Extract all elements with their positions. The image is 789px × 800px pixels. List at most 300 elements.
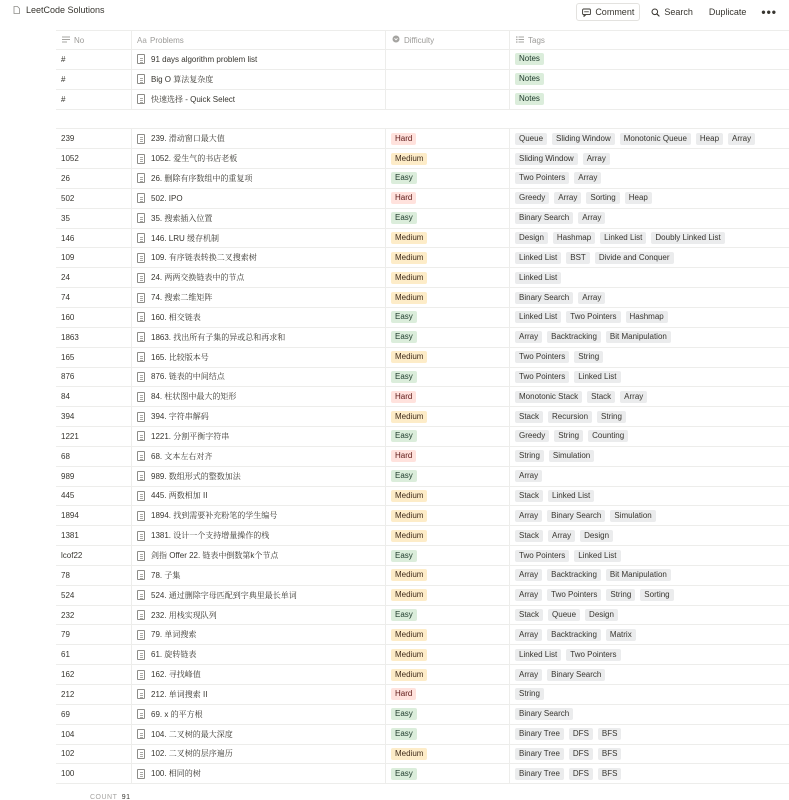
cell-problem[interactable] xyxy=(132,467,386,486)
table-row[interactable] xyxy=(56,506,789,526)
cell-problem[interactable] xyxy=(132,566,386,585)
table-row[interactable] xyxy=(56,487,789,507)
table-row[interactable] xyxy=(56,328,789,348)
tag-badge: Array xyxy=(728,133,755,145)
cell-no[interactable] xyxy=(56,685,132,704)
cell-problem[interactable] xyxy=(132,546,386,565)
table-row[interactable] xyxy=(56,526,789,546)
problem-title[interactable]: 160. 相交链表 xyxy=(151,312,201,322)
cell-no[interactable] xyxy=(56,348,132,367)
cell-tags[interactable] xyxy=(510,665,789,684)
problem-number: # xyxy=(61,74,66,84)
cell-tags[interactable] xyxy=(510,764,789,783)
cell-no[interactable] xyxy=(56,70,132,89)
problem-title[interactable]: 84. 柱状图中最大的矩形 xyxy=(151,392,237,402)
cell-problem[interactable] xyxy=(132,625,386,644)
cell-problem[interactable] xyxy=(132,229,386,248)
cell-tags[interactable] xyxy=(510,427,789,446)
cell-difficulty[interactable] xyxy=(386,308,510,327)
cell-no[interactable] xyxy=(56,487,132,506)
count-value: 91 xyxy=(121,794,131,800)
cell-tags[interactable] xyxy=(510,229,789,248)
cell-difficulty[interactable] xyxy=(386,348,510,367)
table-row[interactable] xyxy=(56,268,789,288)
table-row[interactable] xyxy=(56,368,789,388)
cell-difficulty[interactable] xyxy=(386,487,510,506)
cell-problem[interactable] xyxy=(132,506,386,525)
cell-no[interactable] xyxy=(56,645,132,664)
comment-button[interactable] xyxy=(576,3,640,21)
table-row[interactable] xyxy=(56,606,789,626)
problem-title[interactable]: 69. x 的平方根 xyxy=(151,709,203,719)
problem-number: 989 xyxy=(61,471,75,481)
table-row[interactable] xyxy=(56,90,789,110)
problem-title[interactable]: 24. 两两交换链表中的节点 xyxy=(151,273,245,283)
page-icon xyxy=(137,94,145,104)
problem-number: 165 xyxy=(61,352,75,362)
cell-tags[interactable] xyxy=(510,506,789,525)
tag-badge: Queue xyxy=(515,133,547,145)
problem-number: 109 xyxy=(61,253,75,263)
table-row[interactable] xyxy=(56,348,789,368)
cell-no[interactable] xyxy=(56,90,132,109)
table-row[interactable] xyxy=(56,685,789,705)
tag-badge: Design xyxy=(515,232,548,244)
cell-problem[interactable] xyxy=(132,487,386,506)
problem-title[interactable]: 212. 单词搜索 II xyxy=(151,689,208,699)
table-row[interactable] xyxy=(56,447,789,467)
problem-title[interactable]: 502. IPO xyxy=(151,193,183,203)
tag-badge: Simulation xyxy=(549,450,594,462)
problem-title[interactable]: 102. 二叉树的层序遍历 xyxy=(151,749,233,759)
problem-title[interactable]: 1894. 找到需要补充粉笔的学生编号 xyxy=(151,511,278,521)
select-property-icon xyxy=(391,35,400,45)
cell-no[interactable] xyxy=(56,407,132,426)
cell-difficulty[interactable] xyxy=(386,705,510,724)
tag-badge: Counting xyxy=(588,430,628,442)
tag-badge: Notes xyxy=(515,53,544,65)
table-row[interactable] xyxy=(56,229,789,249)
tag-badge: Array xyxy=(620,391,647,403)
problem-number: 1052 xyxy=(61,154,79,164)
column-header-difficulty[interactable] xyxy=(386,31,510,49)
cell-tags[interactable] xyxy=(510,308,789,327)
cell-no[interactable] xyxy=(56,625,132,644)
difficulty-badge: Medium xyxy=(391,232,427,244)
tag-badge: Array xyxy=(515,629,542,641)
cell-no[interactable] xyxy=(56,209,132,228)
problem-title[interactable]: 79. 单词搜索 xyxy=(151,630,197,640)
table-row[interactable] xyxy=(56,308,789,328)
cell-difficulty[interactable] xyxy=(386,546,510,565)
cell-no[interactable] xyxy=(56,288,132,307)
problem-title[interactable]: 35. 搜索插入位置 xyxy=(151,213,213,223)
table-row[interactable] xyxy=(56,50,789,70)
breadcrumb[interactable] xyxy=(12,5,105,15)
page-icon xyxy=(137,610,145,620)
problem-title[interactable]: 快速选择 - Quick Select xyxy=(151,94,236,104)
difficulty-badge: Hard xyxy=(391,688,416,700)
table-row[interactable] xyxy=(56,288,789,308)
cell-no[interactable] xyxy=(56,606,132,625)
problem-title[interactable]: 165. 比较版本号 xyxy=(151,352,209,362)
table-row[interactable] xyxy=(56,149,789,169)
cell-tags[interactable] xyxy=(510,110,789,129)
cell-no[interactable] xyxy=(56,328,132,347)
tag-badge: Array xyxy=(578,292,605,304)
problem-number: 212 xyxy=(61,689,75,699)
cell-difficulty[interactable] xyxy=(386,288,510,307)
cell-tags[interactable] xyxy=(510,70,789,89)
table-row[interactable] xyxy=(56,665,789,685)
problem-title[interactable]: 1221. 分割平衡字符串 xyxy=(151,431,230,441)
cell-difficulty[interactable] xyxy=(386,50,510,69)
cell-tags[interactable] xyxy=(510,328,789,347)
cell-tags[interactable] xyxy=(510,447,789,466)
cell-difficulty[interactable] xyxy=(386,209,510,228)
cell-tags[interactable] xyxy=(510,705,789,724)
cell-tags[interactable] xyxy=(510,387,789,406)
column-header-problems-label: Problems xyxy=(150,35,184,45)
cell-difficulty[interactable] xyxy=(386,665,510,684)
table-row[interactable] xyxy=(56,764,789,784)
cell-no[interactable] xyxy=(56,546,132,565)
page-icon xyxy=(137,729,145,739)
difficulty-badge: Easy xyxy=(391,728,417,740)
table-row[interactable] xyxy=(56,129,789,149)
cell-no[interactable] xyxy=(56,248,132,267)
cell-no[interactable] xyxy=(56,447,132,466)
cell-difficulty[interactable] xyxy=(386,248,510,267)
page-icon xyxy=(137,689,145,699)
cell-tags[interactable] xyxy=(510,288,789,307)
tag-badge: Bit Manipulation xyxy=(606,331,671,343)
cell-difficulty[interactable] xyxy=(386,625,510,644)
tag-badge: Binary Tree xyxy=(515,748,564,760)
cell-problem[interactable] xyxy=(132,288,386,307)
cell-no[interactable] xyxy=(56,149,132,168)
cell-no[interactable] xyxy=(56,268,132,287)
problem-title[interactable]: 1052. 爱生气的书店老板 xyxy=(151,154,238,164)
cell-no[interactable] xyxy=(56,308,132,327)
cell-difficulty[interactable] xyxy=(386,387,510,406)
cell-difficulty[interactable] xyxy=(386,268,510,287)
problem-title[interactable]: 109. 有序链表转换二叉搜索树 xyxy=(151,253,257,263)
problem-number: 445 xyxy=(61,491,75,501)
problem-title[interactable]: 68. 文本左右对齐 xyxy=(151,451,213,461)
problem-number: 61 xyxy=(61,650,70,660)
cell-difficulty[interactable] xyxy=(386,606,510,625)
difficulty-badge: Hard xyxy=(391,391,416,403)
more-options-icon[interactable]: ••• xyxy=(761,5,777,19)
duplicate-button[interactable] xyxy=(704,4,752,20)
tag-badge: DFS xyxy=(569,768,593,780)
page-icon xyxy=(137,749,145,759)
cell-problem[interactable] xyxy=(132,725,386,744)
cell-difficulty[interactable] xyxy=(386,586,510,605)
cell-problem[interactable] xyxy=(132,368,386,387)
difficulty-badge: Medium xyxy=(391,510,427,522)
cell-tags[interactable] xyxy=(510,685,789,704)
problem-title[interactable]: 232. 用栈实现队列 xyxy=(151,610,217,620)
cell-no[interactable] xyxy=(56,506,132,525)
cell-tags[interactable] xyxy=(510,368,789,387)
tag-badge: Sorting xyxy=(640,589,673,601)
tag-badge: Stack xyxy=(515,530,543,542)
cell-tags[interactable] xyxy=(510,90,789,109)
problem-title[interactable]: 1863. 找出所有子集的异或总和再求和 xyxy=(151,332,286,342)
title-property-icon: Aa xyxy=(137,35,147,45)
table-row[interactable] xyxy=(56,427,789,447)
tag-badge: Linked List xyxy=(574,371,620,383)
table-row[interactable] xyxy=(56,586,789,606)
problem-number: 104 xyxy=(61,729,75,739)
problem-title[interactable]: 26. 删除有序数组中的重复项 xyxy=(151,173,253,183)
cell-no[interactable] xyxy=(56,764,132,783)
cell-problem[interactable] xyxy=(132,268,386,287)
tag-badge: Hashmap xyxy=(626,311,668,323)
difficulty-badge: Easy xyxy=(391,708,417,720)
cell-problem[interactable] xyxy=(132,764,386,783)
cell-difficulty[interactable] xyxy=(386,764,510,783)
tag-badge: Linked List xyxy=(574,550,620,562)
tag-badge: Array xyxy=(574,172,601,184)
cell-problem[interactable] xyxy=(132,586,386,605)
table-row[interactable] xyxy=(56,745,789,765)
cell-problem[interactable] xyxy=(132,526,386,545)
cell-problem[interactable] xyxy=(132,427,386,446)
cell-no[interactable] xyxy=(56,368,132,387)
cell-problem[interactable] xyxy=(132,606,386,625)
cell-no[interactable] xyxy=(56,665,132,684)
cell-difficulty[interactable] xyxy=(386,745,510,764)
cell-no[interactable] xyxy=(56,110,132,129)
cell-difficulty[interactable] xyxy=(386,169,510,188)
cell-difficulty[interactable] xyxy=(386,129,510,148)
cell-difficulty[interactable] xyxy=(386,566,510,585)
problem-title[interactable]: 74. 搜索二维矩阵 xyxy=(151,293,213,303)
cell-tags[interactable] xyxy=(510,129,789,148)
cell-no[interactable] xyxy=(56,427,132,446)
problem-title[interactable]: 78. 子集 xyxy=(151,570,181,580)
problem-title[interactable]: 162. 寻找峰值 xyxy=(151,670,201,680)
duplicate-button-label: Duplicate xyxy=(708,7,747,17)
tag-badge: Backtracking xyxy=(547,629,601,641)
cell-problem[interactable] xyxy=(132,70,386,89)
cell-no[interactable] xyxy=(56,50,132,69)
cell-tags[interactable] xyxy=(510,745,789,764)
problem-number: 1863 xyxy=(61,332,79,342)
cell-tags[interactable] xyxy=(510,169,789,188)
cell-difficulty[interactable] xyxy=(386,506,510,525)
cell-tags[interactable] xyxy=(510,467,789,486)
cell-tags[interactable] xyxy=(510,50,789,69)
cell-difficulty[interactable] xyxy=(386,725,510,744)
cell-tags[interactable] xyxy=(510,606,789,625)
difficulty-badge: Easy xyxy=(391,430,417,442)
cell-problem[interactable] xyxy=(132,645,386,664)
page-icon xyxy=(137,531,145,541)
problem-title[interactable]: 524. 通过删除字母匹配到字典里最长单词 xyxy=(151,590,297,600)
cell-tags[interactable] xyxy=(510,625,789,644)
tag-badge: Array xyxy=(515,470,542,482)
problem-title[interactable]: Big O 算法复杂度 xyxy=(151,74,214,84)
cell-tags[interactable] xyxy=(510,645,789,664)
cell-problem[interactable] xyxy=(132,169,386,188)
cell-difficulty[interactable] xyxy=(386,407,510,426)
cell-no[interactable] xyxy=(56,566,132,585)
cell-tags[interactable] xyxy=(510,348,789,367)
tag-badge: Binary Tree xyxy=(515,768,564,780)
page-icon xyxy=(137,392,145,402)
table-row[interactable] xyxy=(56,625,789,645)
cell-problem[interactable] xyxy=(132,387,386,406)
problem-title[interactable]: 100. 相同的树 xyxy=(151,769,201,779)
tag-badge: Simulation xyxy=(610,510,655,522)
cell-no[interactable] xyxy=(56,725,132,744)
cell-no[interactable] xyxy=(56,745,132,764)
difficulty-badge: Medium xyxy=(391,569,427,581)
problem-title[interactable]: 146. LRU 缓存机制 xyxy=(151,233,220,243)
cell-difficulty[interactable] xyxy=(386,447,510,466)
cell-difficulty[interactable] xyxy=(386,645,510,664)
problem-title[interactable]: 445. 两数相加 II xyxy=(151,491,208,501)
cell-tags[interactable] xyxy=(510,546,789,565)
cell-tags[interactable] xyxy=(510,725,789,744)
problem-number: 102 xyxy=(61,749,75,759)
problem-title[interactable]: 1381. 设计一个支持增量操作的栈 xyxy=(151,531,270,541)
cell-tags[interactable] xyxy=(510,209,789,228)
cell-problem[interactable] xyxy=(132,209,386,228)
table-row[interactable] xyxy=(56,209,789,229)
cell-problem[interactable] xyxy=(132,110,386,129)
cell-tags[interactable] xyxy=(510,586,789,605)
cell-difficulty[interactable] xyxy=(386,229,510,248)
cell-no[interactable] xyxy=(56,169,132,188)
cell-problem[interactable] xyxy=(132,745,386,764)
cell-problem[interactable] xyxy=(132,50,386,69)
cell-difficulty[interactable] xyxy=(386,149,510,168)
cell-tags[interactable] xyxy=(510,487,789,506)
problem-number: 239 xyxy=(61,134,75,144)
problem-number: 100 xyxy=(61,769,75,779)
cell-tags[interactable] xyxy=(510,248,789,267)
cell-problem[interactable] xyxy=(132,328,386,347)
cell-no[interactable] xyxy=(56,526,132,545)
problem-title[interactable]: 104. 二叉树的最大深度 xyxy=(151,729,233,739)
database-table xyxy=(56,30,789,784)
table-row[interactable] xyxy=(56,248,789,268)
cell-problem[interactable] xyxy=(132,129,386,148)
cell-problem[interactable] xyxy=(132,348,386,367)
cell-difficulty[interactable] xyxy=(386,189,510,208)
problem-title[interactable]: 989. 数组形式的整数加法 xyxy=(151,471,241,481)
column-header-problems[interactable] xyxy=(132,31,386,49)
page-icon xyxy=(137,451,145,461)
cell-tags[interactable] xyxy=(510,149,789,168)
cell-problem[interactable] xyxy=(132,447,386,466)
tag-badge: Greedy xyxy=(515,192,549,204)
cell-difficulty[interactable] xyxy=(386,90,510,109)
cell-problem[interactable] xyxy=(132,685,386,704)
cell-no[interactable] xyxy=(56,467,132,486)
table-row[interactable] xyxy=(56,546,789,566)
cell-difficulty[interactable] xyxy=(386,685,510,704)
count-label: COUNT xyxy=(90,794,118,800)
cell-problem[interactable] xyxy=(132,149,386,168)
table-row[interactable] xyxy=(56,407,789,427)
cell-difficulty[interactable] xyxy=(386,526,510,545)
cell-no[interactable] xyxy=(56,229,132,248)
cell-no[interactable] xyxy=(56,129,132,148)
cell-problem[interactable] xyxy=(132,189,386,208)
cell-problem[interactable] xyxy=(132,248,386,267)
problem-title[interactable]: 剑指 Offer 22. 链表中倒数第k个节点 xyxy=(151,551,279,561)
cell-problem[interactable] xyxy=(132,407,386,426)
tag-badge: Array xyxy=(554,192,581,204)
cell-tags[interactable] xyxy=(510,566,789,585)
cell-difficulty[interactable] xyxy=(386,368,510,387)
problem-title[interactable]: 394. 字符串解码 xyxy=(151,412,209,422)
page-icon xyxy=(137,134,145,144)
cell-tags[interactable] xyxy=(510,268,789,287)
cell-no[interactable] xyxy=(56,189,132,208)
search-button[interactable] xyxy=(646,4,698,20)
table-row[interactable] xyxy=(56,169,789,189)
problem-number: 1381 xyxy=(61,531,79,541)
cell-tags[interactable] xyxy=(510,189,789,208)
cell-tags[interactable] xyxy=(510,526,789,545)
cell-problem[interactable] xyxy=(132,705,386,724)
tag-badge: String xyxy=(574,351,603,363)
cell-problem[interactable] xyxy=(132,90,386,109)
table-row[interactable] xyxy=(56,467,789,487)
cell-difficulty[interactable] xyxy=(386,70,510,89)
column-header-tags[interactable] xyxy=(510,31,789,49)
problem-title[interactable]: 61. 旋转链表 xyxy=(151,650,197,660)
cell-tags[interactable] xyxy=(510,407,789,426)
difficulty-badge: Medium xyxy=(391,649,427,661)
column-header-no[interactable] xyxy=(56,31,132,49)
cell-difficulty[interactable] xyxy=(386,427,510,446)
table-row[interactable] xyxy=(56,725,789,745)
cell-difficulty[interactable] xyxy=(386,110,510,129)
table-row[interactable] xyxy=(56,645,789,665)
cell-no[interactable] xyxy=(56,387,132,406)
cell-difficulty[interactable] xyxy=(386,328,510,347)
problem-title[interactable]: 239. 滑动窗口最大值 xyxy=(151,134,225,144)
table-row[interactable] xyxy=(56,566,789,586)
problem-title[interactable]: 876. 链表的中间结点 xyxy=(151,372,225,382)
table-row[interactable] xyxy=(56,705,789,725)
problem-number: 162 xyxy=(61,670,75,680)
cell-problem[interactable] xyxy=(132,665,386,684)
table-row[interactable] xyxy=(56,70,789,90)
problem-number: 74 xyxy=(61,293,70,303)
page-icon xyxy=(137,193,145,203)
page-icon xyxy=(137,173,145,183)
page-icon xyxy=(137,352,145,362)
cell-problem[interactable] xyxy=(132,308,386,327)
tag-badge: Array xyxy=(578,212,605,224)
table-row[interactable] xyxy=(56,189,789,209)
cell-no[interactable] xyxy=(56,586,132,605)
cell-difficulty[interactable] xyxy=(386,467,510,486)
table-row[interactable] xyxy=(56,110,789,130)
table-row[interactable] xyxy=(56,387,789,407)
problem-title[interactable]: 91 days algorithm problem list xyxy=(151,54,258,64)
cell-no[interactable] xyxy=(56,705,132,724)
